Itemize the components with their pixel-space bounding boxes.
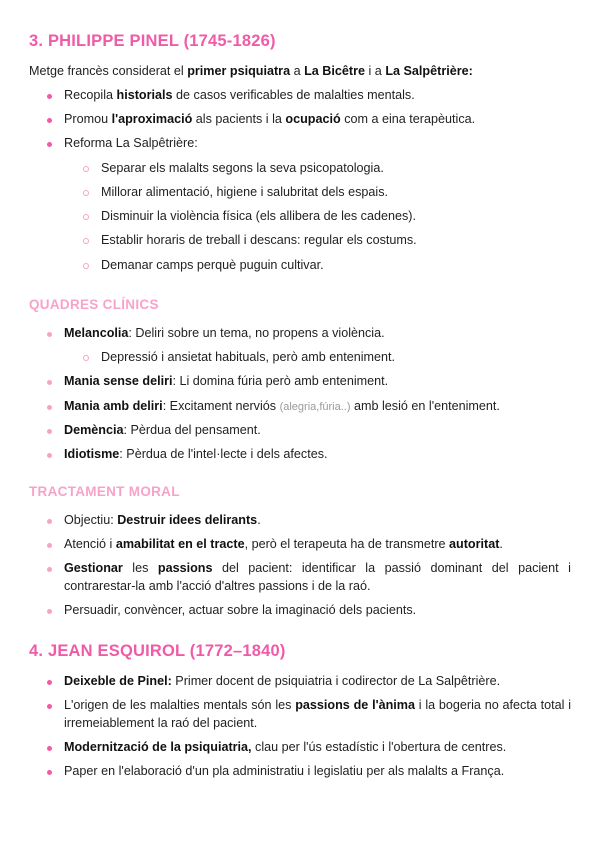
- bold-text: passions de l'ànima: [295, 698, 415, 713]
- sublist-item: Depressió i ansietat habituals, però amb enteniment.: [82, 349, 571, 367]
- list-item: [45, 373, 571, 391]
- subsection-title-quadres: QUADRES CLÍNICS: [29, 297, 159, 312]
- reform-sublist: [82, 160, 571, 275]
- sublist-item: Millorar alimentació, higiene i salubritat dels espais.: [82, 184, 571, 202]
- text: als pacients i la: [192, 112, 286, 127]
- list-item: [45, 512, 571, 530]
- bold-text: Destruir idees delirants: [117, 513, 258, 527]
- text: amb lesió en l'enteniment.: [350, 398, 500, 413]
- text: a: [290, 64, 305, 78]
- list-item: [45, 398, 571, 416]
- text: i la bogeria no afecta total i irremeiablement la raó del pacient.: [64, 698, 571, 730]
- bold-text: primer psiquiatra: [187, 64, 291, 78]
- text: i a: [365, 64, 386, 78]
- text: .: [257, 513, 261, 527]
- text: : Li domina fúria però amb enteniment.: [172, 374, 389, 389]
- sublist-item: Disminuir la violència física (els allibera de les cadenes).: [82, 208, 571, 226]
- quadres-list: [45, 325, 571, 470]
- list-item: [45, 325, 571, 367]
- esquirol-list: [45, 673, 571, 788]
- sublist-item: Separar els malalts segons la seva psicopatologia.: [82, 160, 571, 178]
- bold-text: passions: [157, 561, 213, 576]
- text: Primer docent de psiquiatria i codirector de La Salpêtrière.: [171, 674, 501, 688]
- pinel-list: [45, 87, 571, 281]
- list-item: Paper en l'elaboració d'un pla administratiu i legislatiu per als malalts a França.: [45, 763, 571, 781]
- bold-text: Modernització de la psiquiatria,: [64, 740, 252, 755]
- list-item: Persuadir, convèncer, actuar sobre la imaginació dels pacients.: [45, 602, 571, 620]
- list-item: [45, 697, 571, 732]
- text: del pacient: identificar la passió dominant del pacient i contrarestar-la amb l'acció d'altres passions i de la raó.: [64, 561, 571, 594]
- bold-text: La Bicêtre: [304, 64, 366, 78]
- section-title-pinel: 3. PHILIPPE PINEL (1745-1826): [29, 32, 276, 50]
- bold-text: La Salpêtrière:: [385, 64, 473, 78]
- text: Atenció i: [64, 537, 116, 552]
- melancolia-sublist: [82, 349, 571, 367]
- text: clau per l'ús estadístic i l'obertura de centres.: [251, 740, 507, 755]
- bold-text: Demència: [64, 422, 124, 437]
- bold-text: ocupació: [285, 112, 341, 127]
- list-item: [45, 739, 571, 757]
- bold-text: amabilitat en el tracte: [115, 537, 245, 552]
- list-item: [45, 536, 571, 554]
- bold-text: Idiotisme: [64, 447, 120, 462]
- bold-text: l'aproximació: [111, 112, 193, 127]
- bold-text: Mania sense deliri: [64, 374, 173, 389]
- muted-text: (alegria,fúria..): [279, 400, 351, 413]
- sublist-item: Demanar camps perquè puguin cultivar.: [82, 257, 571, 275]
- bold-text: Deixeble de Pinel:: [64, 674, 172, 688]
- subsection-title-tractament: TRACTAMENT MORAL: [29, 484, 180, 499]
- text: .: [499, 537, 503, 552]
- tractament-list: [45, 512, 571, 627]
- list-item: [45, 87, 571, 105]
- list-item: [45, 135, 571, 274]
- text: L'origen de les malalties mentals són les: [64, 698, 296, 713]
- list-item: [45, 422, 571, 440]
- list-item: [45, 673, 571, 691]
- list-item: [45, 111, 571, 129]
- text: Objectiu:: [64, 513, 118, 527]
- text: Metge francès considerat el: [29, 64, 188, 78]
- text: : Deliri sobre un tema, no propens a violència.: [128, 326, 385, 340]
- list-item: [45, 560, 571, 595]
- text: com a eina terapèutica.: [340, 112, 476, 127]
- bold-text: Mania amb deliri: [64, 398, 163, 413]
- text: Reforma La Salpêtrière:: [64, 136, 198, 151]
- text: : Pèrdua del pensament.: [123, 422, 261, 437]
- sublist-item: Establir horaris de treball i descans: regular els costums.: [82, 232, 571, 250]
- text: de casos verificables de malalties mentals.: [172, 88, 415, 102]
- text: : Pèrdua de l'intel·lecte i dels afectes.: [119, 447, 328, 462]
- text: Recopila: [64, 88, 117, 102]
- bold-text: autoritat: [449, 537, 500, 552]
- text: les: [122, 561, 158, 576]
- text: : Excitament nerviós: [162, 398, 280, 413]
- text: , però el terapeuta ha de transmetre: [244, 537, 450, 552]
- bold-text: historials: [116, 88, 173, 102]
- text: Promou: [64, 112, 112, 127]
- section-title-esquirol: 4. JEAN ESQUIROL (1772–1840): [29, 642, 286, 660]
- list-item: [45, 446, 571, 464]
- pinel-intro: [29, 63, 473, 81]
- bold-text: Melancolia: [64, 326, 129, 340]
- bold-text: Gestionar: [64, 561, 123, 576]
